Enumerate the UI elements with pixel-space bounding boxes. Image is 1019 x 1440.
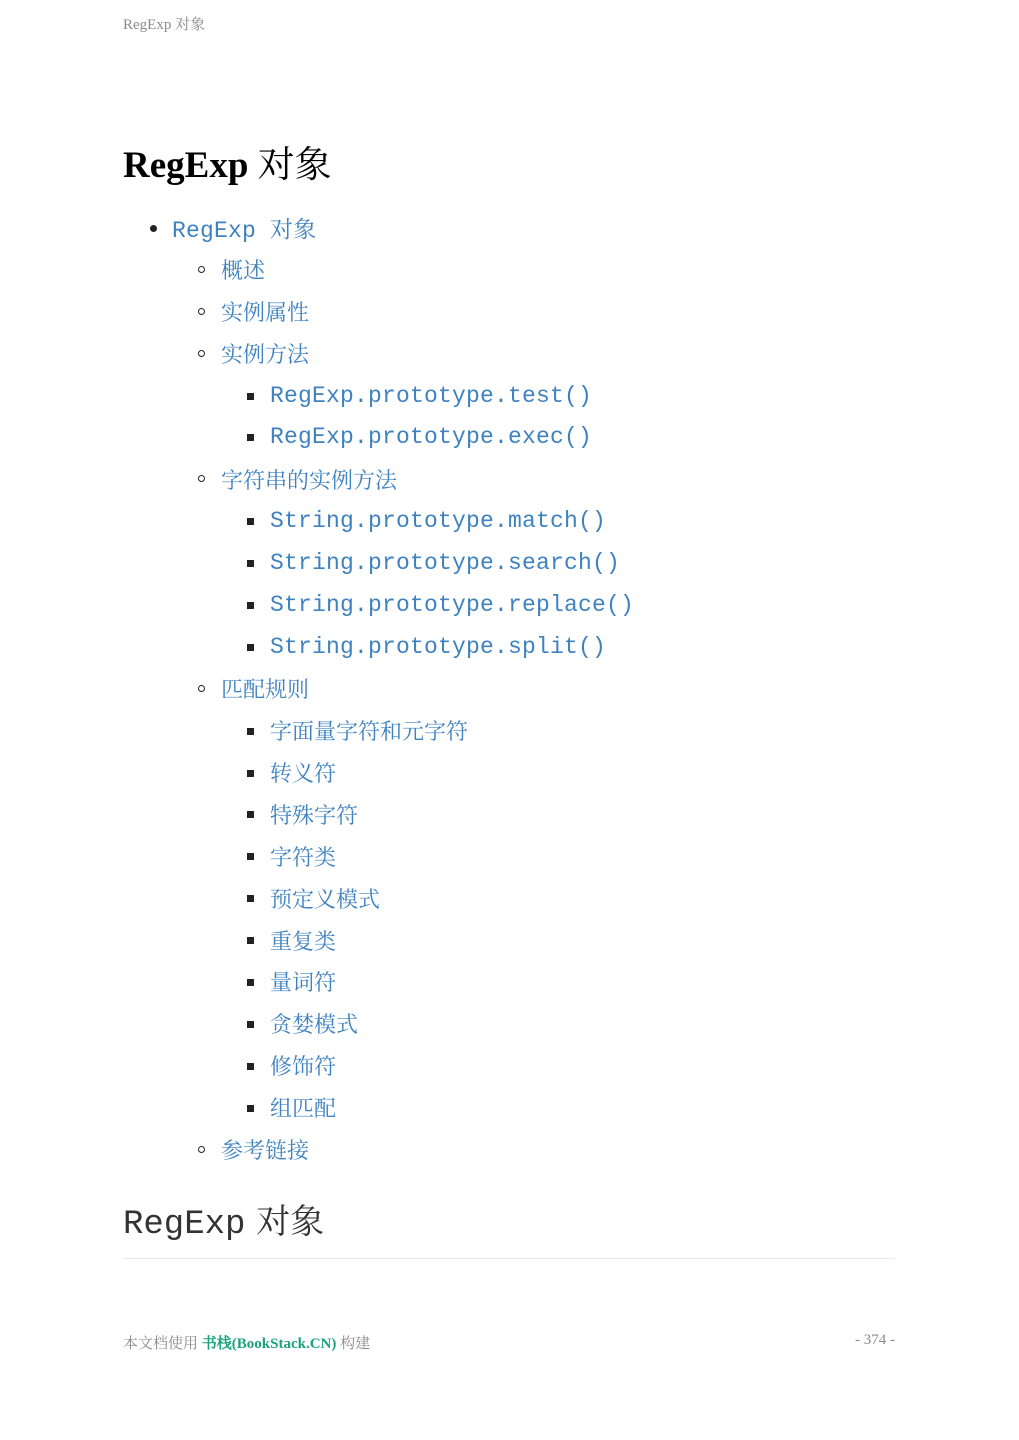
- section-heading: [123, 1196, 324, 1251]
- square-bullet-icon: [247, 602, 254, 609]
- toc-link-repetition-classes[interactable]: 重复类: [270, 929, 337, 955]
- toc-link-greedy-mode[interactable]: 贪婪模式: [270, 1013, 359, 1039]
- toc-item-string-search: [123, 542, 895, 584]
- toc-item-string-split: [123, 626, 895, 668]
- toc-link-regexp-exec[interactable]: RegExp.prototype.exec(): [270, 424, 593, 451]
- footer-brand-link[interactable]: 书栈(BookStack.CN): [201, 1336, 337, 1352]
- square-bullet-icon: [247, 728, 254, 735]
- footer-prefix: 本文档使用: [123, 1336, 199, 1352]
- toc-item-special-characters: [123, 793, 895, 835]
- toc-link-string-split[interactable]: String.prototype.split(): [270, 633, 607, 660]
- circle-bullet-icon: [198, 308, 205, 315]
- section-heading-code: RegExp: [123, 1206, 246, 1244]
- toc-link-instance-methods[interactable]: 实例方法: [221, 343, 310, 369]
- toc-item-references: [123, 1129, 895, 1171]
- toc-link-regexp-object[interactable]: RegExp 对象: [172, 218, 317, 245]
- section-divider: [123, 1258, 895, 1259]
- square-bullet-icon: [247, 1021, 254, 1028]
- toc-link-regexp-test[interactable]: RegExp.prototype.test(): [270, 382, 593, 409]
- circle-bullet-icon: [198, 685, 205, 692]
- toc-link-string-match[interactable]: String.prototype.match(): [270, 508, 607, 535]
- section-heading-cjk: 对象: [256, 1202, 325, 1242]
- toc-item-escape-characters: [123, 752, 895, 794]
- square-bullet-icon: [247, 853, 254, 860]
- square-bullet-icon: [247, 895, 254, 902]
- square-bullet-icon: [247, 1063, 254, 1070]
- toc-link-overview[interactable]: 概述: [221, 259, 266, 285]
- toc-link-matching-rules[interactable]: 匹配规则: [221, 678, 310, 704]
- square-bullet-icon: [247, 644, 254, 651]
- toc-item-instance-properties: [123, 291, 895, 333]
- toc-item-literal-and-metacharacters: [123, 710, 895, 752]
- toc-link-instance-properties[interactable]: 实例属性: [221, 301, 310, 327]
- toc-item-regexp-test: [123, 375, 895, 417]
- square-bullet-icon: [247, 937, 254, 944]
- toc-link-string-methods[interactable]: 字符串的实例方法: [221, 468, 398, 494]
- running-header: RegExp 对象: [123, 17, 206, 33]
- toc-link-group-matching[interactable]: 组匹配: [270, 1097, 337, 1123]
- toc-item-matching-rules: [123, 668, 895, 710]
- toc-item-instance-methods: [123, 333, 895, 375]
- square-bullet-icon: [247, 979, 254, 986]
- square-bullet-icon: [247, 518, 254, 525]
- chapter-title: [123, 140, 332, 191]
- page-number: - 374 -: [855, 1332, 895, 1348]
- toc-item-repetition-classes: [123, 919, 895, 961]
- toc-link-quantifiers[interactable]: 量词符: [270, 971, 337, 997]
- toc-item-overview: [123, 249, 895, 291]
- toc-link-special-characters[interactable]: 特殊字符: [270, 803, 359, 829]
- circle-bullet-icon: [198, 266, 205, 273]
- chapter-title-cjk: 对象: [257, 143, 332, 186]
- square-bullet-icon: [247, 393, 254, 400]
- footer-suffix: 构建: [340, 1336, 371, 1352]
- square-bullet-icon: [247, 434, 254, 441]
- toc-item-character-classes: [123, 835, 895, 877]
- toc-link-string-search[interactable]: String.prototype.search(): [270, 550, 621, 577]
- square-bullet-icon: [247, 770, 254, 777]
- toc-link-references[interactable]: 参考链接: [221, 1139, 310, 1165]
- circle-bullet-icon: [198, 475, 205, 482]
- circle-bullet-icon: [198, 1146, 205, 1153]
- table-of-contents: [123, 207, 895, 1170]
- square-bullet-icon: [247, 811, 254, 818]
- chapter-title-latin: RegExp: [123, 145, 249, 186]
- toc-link-modifiers[interactable]: 修饰符: [270, 1055, 337, 1081]
- toc-link-character-classes[interactable]: 字符类: [270, 845, 337, 871]
- toc-item-quantifiers: [123, 961, 895, 1003]
- toc-link-predefined-patterns[interactable]: 预定义模式: [270, 887, 381, 913]
- footer-credit: [123, 1332, 370, 1353]
- toc-item-root: [123, 207, 895, 249]
- toc-item-greedy-mode: [123, 1003, 895, 1045]
- toc-item-string-methods: [123, 458, 895, 500]
- toc-link-escape-characters[interactable]: 转义符: [270, 762, 337, 788]
- toc-link-literal-and-metacharacters[interactable]: 字面量字符和元字符: [270, 720, 469, 746]
- square-bullet-icon: [247, 560, 254, 567]
- toc-item-predefined-patterns: [123, 877, 895, 919]
- toc-link-string-replace[interactable]: String.prototype.replace(): [270, 591, 635, 618]
- disc-bullet-icon: [150, 225, 157, 232]
- toc-item-regexp-exec: [123, 416, 895, 458]
- toc-item-string-replace: [123, 584, 895, 626]
- toc-item-group-matching: [123, 1087, 895, 1129]
- toc-item-modifiers: [123, 1045, 895, 1087]
- circle-bullet-icon: [198, 350, 205, 357]
- square-bullet-icon: [247, 1105, 254, 1112]
- toc-item-string-match: [123, 500, 895, 542]
